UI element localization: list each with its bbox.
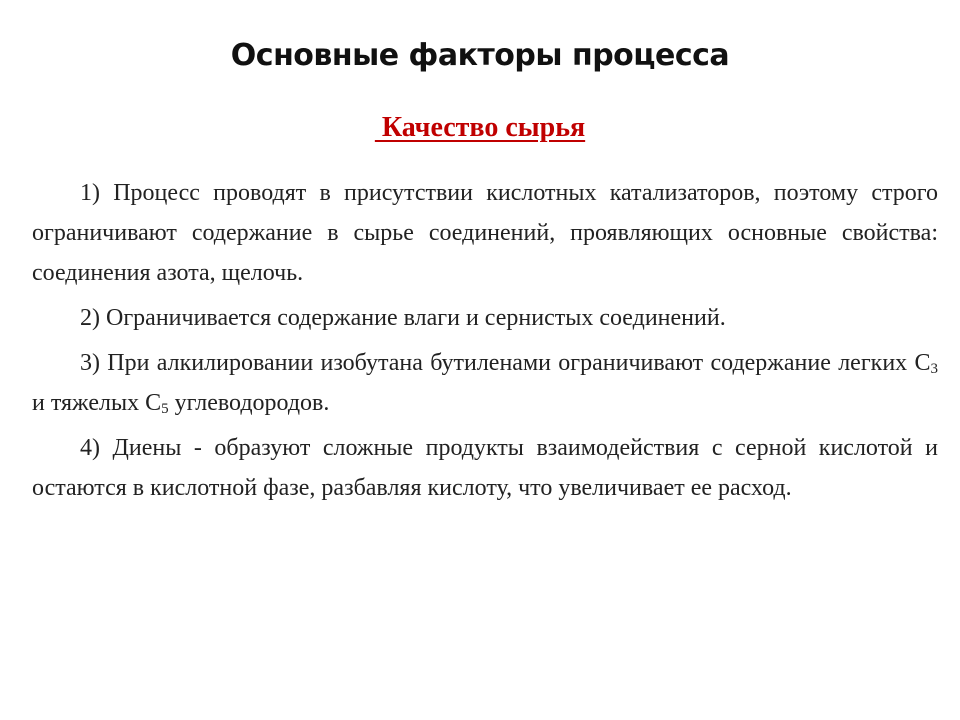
paragraph-3 [32,343,938,423]
paragraph-3-part3: углеводородов. [168,390,330,416]
slide-title: Основные факторы процесса [230,38,730,73]
content-body [32,173,938,513]
paragraph-3-part2: и тяжелых С [32,390,162,416]
subscript-c3: 3 [930,361,938,377]
paragraph-4: 4) Диены - образуют сложные продукты взаимодействия с серной кислотой и остаются в кислотной фазе, разбавляя кислоту, что увеличивает ее расход. [32,435,938,501]
section-heading-text: Качество сырья [374,112,586,143]
paragraph-1: 1) Процесс проводят в присутствии кислотных катализаторов, поэтому строго ограничивают содержание в сырье соединений, проявляющих основные свойства: соединения азота, щелочь. [32,180,938,286]
paragraph-2: 2) Ограничивается содержание влаги и сернистых соединений. [80,305,726,331]
paragraph-3-part1: 3) При алкилировании изобутана бутиленами ограничивают содержание легких С [80,350,931,376]
subscript-c5: 5 [161,401,169,417]
section-heading [0,110,960,146]
